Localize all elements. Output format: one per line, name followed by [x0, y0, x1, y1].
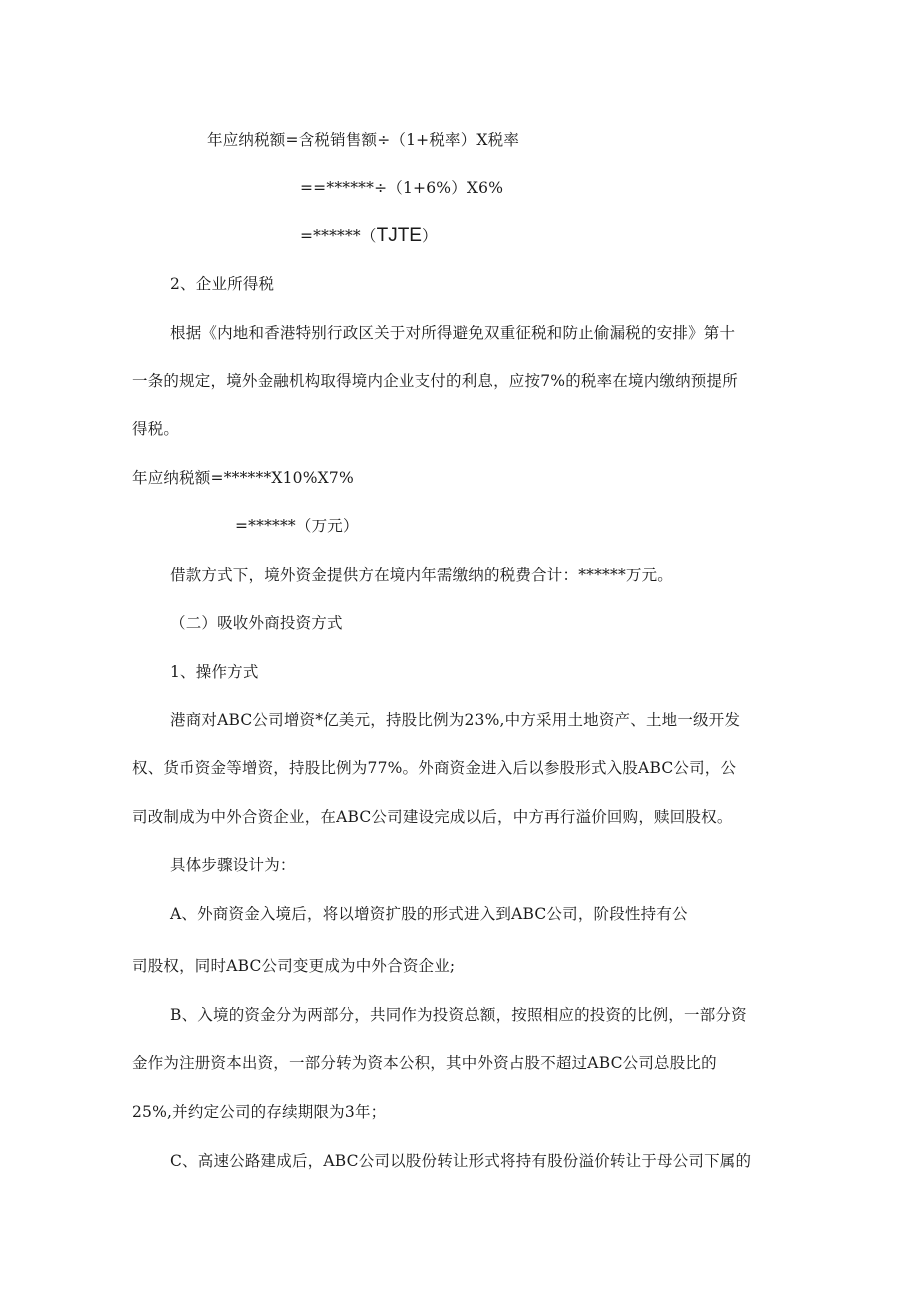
garbled-text: TJTE	[376, 225, 422, 246]
step-c-line1: C、高速公路建成后，ABC公司以股份转让形式将持有股份溢价转让于母公司下属的	[170, 1152, 752, 1170]
step-a-line1: A、外商资金入境后，将以增资扩股的形式进入到ABC公司，阶段性持有公	[170, 905, 688, 923]
paragraph-treaty-line3: 得税。	[132, 420, 180, 438]
paragraph-operation-line1: 港商对ABC公司增资*亿美元，持股比例为23%,中方采用土地资产、土地一级开发	[170, 711, 741, 729]
formula-annual-tax-line3	[300, 225, 438, 247]
paragraph-treaty-line1: 根据《内地和香港特别行政区关于对所得避免双重征税和防止偷漏税的安排》第十	[170, 324, 736, 342]
heading-operation-method: 1、操作方式	[170, 663, 259, 681]
step-b-line1: B、入境的资金分为两部分，共同作为投资总额，按照相应的投资的比例，一部分资	[170, 1006, 747, 1024]
steps-intro: 具体步骤设计为：	[170, 856, 296, 874]
step-a-line2: 司股权，同时ABC公司变更成为中外合资企业;	[132, 957, 456, 975]
formula-line3-prefix: =******（	[300, 227, 377, 245]
paragraph-treaty-line2: 一条的规定，境外金融机构取得境内企业支付的利息，应按7%的税率在境内缴纳预提所	[132, 372, 738, 390]
summary-loan-tax: 借款方式下，境外资金提供方在境内年需缴纳的税费合计：******万元。	[170, 566, 674, 584]
heading-income-tax: 2、企业所得税	[170, 275, 275, 293]
paragraph-operation-line3: 司改制成为中外合资企业，在ABC公司建设完成以后，中方再行溢价回购，赎回股权。	[132, 808, 733, 826]
formula-line3-suffix: ）	[421, 227, 438, 245]
step-b-line3: 25%,并约定公司的存续期限为3年；	[132, 1103, 387, 1121]
formula-annual-tax-line1: 年应纳税额=含税销售额÷（1+税率）X税率	[207, 131, 520, 149]
heading-foreign-investment: （二）吸收外商投资方式	[170, 614, 343, 632]
paragraph-operation-line2: 权、货币资金等增资，持股比例为77%。外商资金进入后以参股形式入股ABC公司，公	[132, 759, 737, 777]
formula-annual-tax-line2: ==******÷（1+6%）X6%	[300, 179, 504, 197]
step-b-line2: 金作为注册资本出资，一部分转为资本公积，其中外资占股不超过ABC公司总股比的	[132, 1054, 717, 1072]
formula-withholding-line1: 年应纳税额=******X10%X7%	[132, 469, 354, 487]
formula-withholding-line2: =******（万元）	[235, 517, 359, 535]
